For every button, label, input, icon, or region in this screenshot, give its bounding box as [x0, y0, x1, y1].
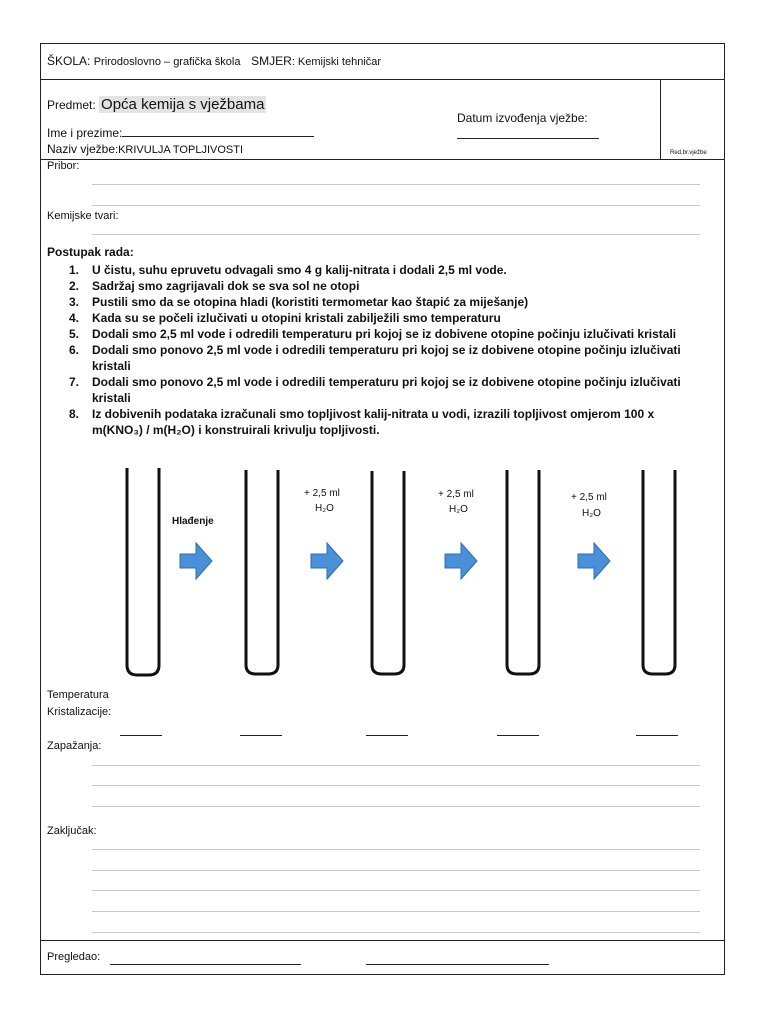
direction-label: SMJER — [251, 54, 292, 68]
date-sep: : — [584, 111, 588, 125]
footer-divider — [40, 940, 725, 941]
name-row — [47, 125, 314, 140]
test-tube — [507, 470, 539, 674]
conclusion-line[interactable] — [92, 911, 700, 912]
cooling-label: Hlađenje — [172, 516, 214, 527]
conclusion-line[interactable] — [92, 870, 700, 871]
procedure-step: 2. Sadržaj smo zagrijavali dok se sva sol ne otopi — [69, 279, 360, 293]
equipment-line[interactable] — [92, 184, 700, 185]
test-tube — [246, 470, 278, 674]
name-field[interactable] — [122, 125, 314, 137]
subject-label: Predmet — [47, 98, 93, 112]
test-tube — [643, 470, 675, 674]
procedure-step: 8. Iz dobivenih podataka izračunali smo topljivost kalij-nitrata u vodi, izrazili topljivost omjerom 100 x m(KNO₃) / m(H₂O) i konstruirali krivulju topljivosti. — [69, 407, 655, 437]
school-value: Prirodoslovno – grafička škola — [93, 56, 241, 68]
temperature-label: Temperatura — [47, 689, 109, 701]
exercise-value: :KRIVULJA TOPLJIVOSTI — [115, 144, 244, 156]
header-divider — [40, 79, 725, 80]
conclusion-line[interactable] — [92, 849, 700, 850]
procedure-label: Postupak rada: — [47, 245, 134, 259]
exercise-label: Naziv vježbe — [47, 142, 116, 156]
header-bottom-divider — [40, 159, 725, 160]
right-arrow-icon — [311, 543, 343, 579]
school-row — [47, 54, 381, 68]
name-sep: : — [119, 126, 123, 140]
equipment-label: Pribor: — [47, 160, 80, 172]
conclusion-line[interactable] — [92, 890, 700, 891]
water-formula: H₂O — [449, 504, 468, 515]
test-tube — [127, 468, 159, 675]
temperature-field[interactable] — [636, 735, 678, 736]
ordinal-box-divider — [660, 79, 661, 160]
subject-sep: : — [92, 98, 96, 112]
water-formula: H₂O — [315, 503, 334, 514]
conclusion-line[interactable] — [92, 932, 700, 933]
observations-line[interactable] — [92, 765, 700, 766]
right-arrow-icon — [445, 543, 477, 579]
reviewer-name-field[interactable] — [110, 964, 301, 965]
add-water-label: + 2,5 ml — [304, 488, 340, 499]
date-row — [457, 111, 588, 125]
chemicals-label: Kemijske tvari: — [47, 210, 119, 222]
water-formula: H₂O — [582, 508, 601, 519]
procedure-step: 5. Dodali smo 2,5 ml vode i odredili temperaturu pri kojoj se iz dobivene otopine počinju izlučivati kristali — [69, 327, 677, 341]
observations-label: Zapažanja: — [47, 740, 102, 752]
reviewed-label: Pregledao: — [47, 951, 101, 963]
exercise-row — [47, 142, 243, 156]
subject-row — [47, 96, 266, 113]
temperature-field[interactable] — [497, 735, 539, 736]
procedure-step: 7. Dodali smo ponovo 2,5 ml vode i odredili temperaturu pri kojoj se iz dobivene otopine počinju izlučivati kristali — [69, 375, 681, 405]
crystallization-label: Kristalizacije: — [47, 706, 112, 718]
direction-value: : Kemijski tehničar — [291, 56, 382, 68]
school-label: ŠKOLA: — [47, 54, 91, 68]
observations-line[interactable] — [92, 785, 700, 786]
subject-value: Opća kemija s vježbama — [101, 96, 265, 113]
ordinal-label: Red.br.vježbe — [670, 150, 707, 156]
procedure-step: 1. U čistu, suhu epruvetu odvagali smo 4 g kalij-nitrata i dodali 2,5 ml vode. — [69, 263, 507, 277]
right-arrow-icon — [578, 543, 610, 579]
right-arrow-icon — [180, 543, 212, 579]
conclusion-label: Zaključak: — [47, 825, 97, 837]
procedure-step: 4. Kada su se počeli izlučivati u otopini kristali zabilježili smo temperaturu — [69, 311, 501, 325]
temperature-field[interactable] — [240, 735, 282, 736]
procedure-step: 3. Pustili smo da se otopina hladi (koristiti termometar kao štapić za miješanje) — [69, 295, 529, 309]
procedure-steps — [47, 262, 702, 438]
add-water-label: + 2,5 ml — [571, 492, 607, 503]
observations-line[interactable] — [92, 806, 700, 807]
test-tube — [372, 471, 404, 674]
chemicals-line[interactable] — [92, 234, 700, 235]
temperature-field[interactable] — [366, 735, 408, 736]
name-label: Ime i prezime — [47, 126, 120, 140]
date-field[interactable] — [457, 138, 599, 139]
temperature-field[interactable] — [120, 735, 162, 736]
equipment-line[interactable] — [92, 205, 700, 206]
date-label: Datum izvođenja vježbe — [457, 111, 585, 125]
test-tube-diagram — [0, 460, 768, 690]
reviewer-signature-field[interactable] — [366, 964, 549, 965]
add-water-label: + 2,5 ml — [438, 489, 474, 500]
procedure-step: 6. Dodali smo ponovo 2,5 ml vode i odredili temperaturu pri kojoj se iz dobivene otopine počinju izlučivati kristali — [69, 343, 681, 373]
